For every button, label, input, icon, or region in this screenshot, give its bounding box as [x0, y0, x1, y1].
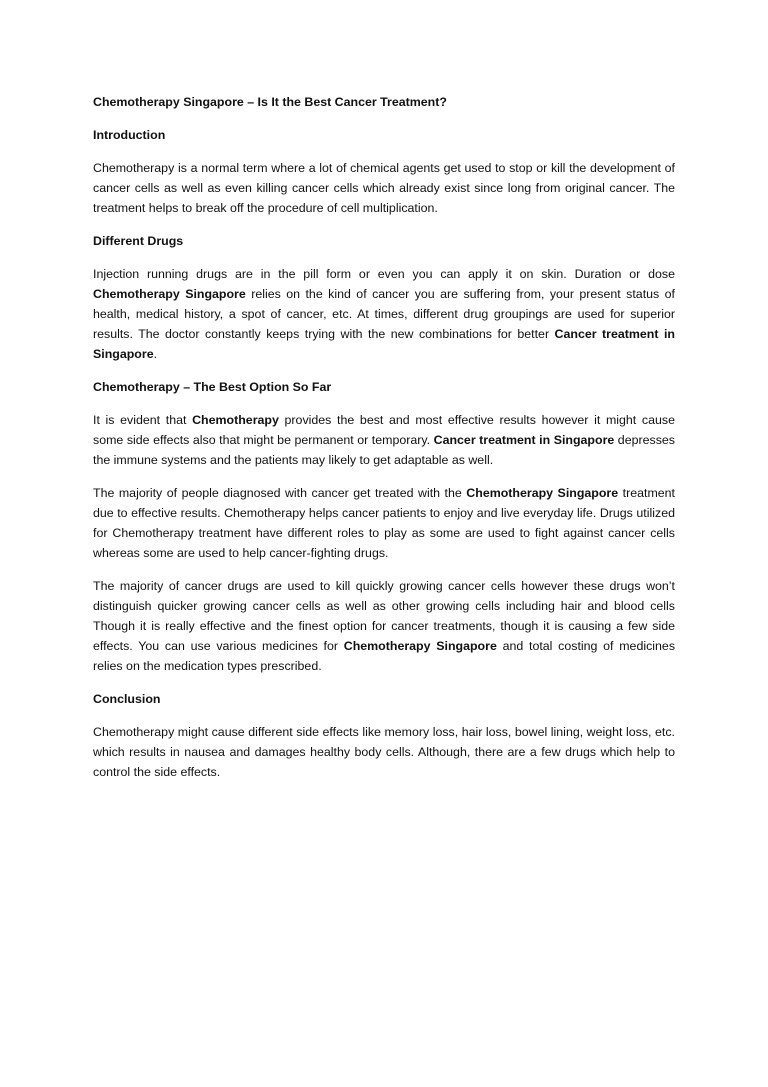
section-heading: Different Drugs — [93, 234, 184, 248]
body-paragraph — [93, 158, 675, 218]
text-run: The majority of people diagnosed with cancer get treated with the — [93, 486, 467, 500]
text-run: It is evident that — [93, 413, 193, 427]
section-heading: Conclusion — [93, 692, 161, 706]
body-paragraph — [93, 410, 675, 470]
bold-keyword: Cancer treatment in Singapore — [433, 433, 615, 447]
body-paragraph — [93, 722, 675, 782]
section-heading: Introduction — [93, 128, 166, 142]
text-run: depresses the immune systems and the patients may likely to get adaptable as well. — [93, 433, 675, 467]
text-run: relies on the kind of cancer you are suffering from, your present status of health, medical history, a spot of cancer, etc. At times, different drug groupings are used for superior results. The doctor constantly keeps trying with the new combinations for better — [93, 287, 675, 341]
document-body — [93, 92, 675, 795]
text-run: provides the best and most effective results however it might cause some side effects also that might be permanent or temporary. — [93, 413, 675, 447]
document-title: Chemotherapy Singapore – Is It the Best Cancer Treatment? — [93, 95, 447, 109]
bold-keyword: Chemotherapy Singapore — [466, 486, 619, 500]
bold-keyword: Chemotherapy — [192, 413, 279, 427]
bold-keyword: Chemotherapy Singapore — [343, 639, 497, 653]
body-paragraph — [93, 264, 675, 364]
section-heading: Chemotherapy – The Best Option So Far — [93, 380, 332, 394]
body-paragraph — [93, 576, 675, 676]
text-run: Chemotherapy might cause different side effects like memory loss, hair loss, bowel lining, weight loss, etc. which results in nausea and damages healthy body cells. Although, there are a few drugs which help to control the side effects. — [93, 725, 675, 779]
body-paragraph — [93, 483, 675, 563]
text-run: The majority of cancer drugs are used to kill quickly growing cancer cells however these drugs won’t distinguish quicker growing cancer cells as well as other growing cells including hair and blood cells Though it is really effective and the finest option for cancer treatments, though it is causing a few side effects. You can use various medicines for — [93, 579, 675, 653]
text-run: treatment due to effective results. Chemotherapy helps cancer patients to enjoy and live everyday life. Drugs utilized for Chemotherapy treatment have different roles to play as some are used to fight against cancer cells whereas some are used to help cancer-fighting drugs. — [93, 486, 675, 560]
text-run: and total costing of medicines relies on the medication types prescribed. — [93, 639, 676, 673]
bold-keyword: Chemotherapy Singapore — [93, 287, 246, 301]
text-run: . — [153, 347, 158, 361]
bold-keyword: Cancer treatment in Singapore — [93, 327, 675, 361]
text-run: Chemotherapy is a normal term where a lot of chemical agents get used to stop or kill the development of cancer cells as well as even killing cancer cells which already exist since long from original cancer. The treatment helps to break off the procedure of cell multiplication. — [93, 161, 675, 215]
text-run: Injection running drugs are in the pill form or even you can apply it on skin. Duration or dose — [93, 267, 675, 281]
